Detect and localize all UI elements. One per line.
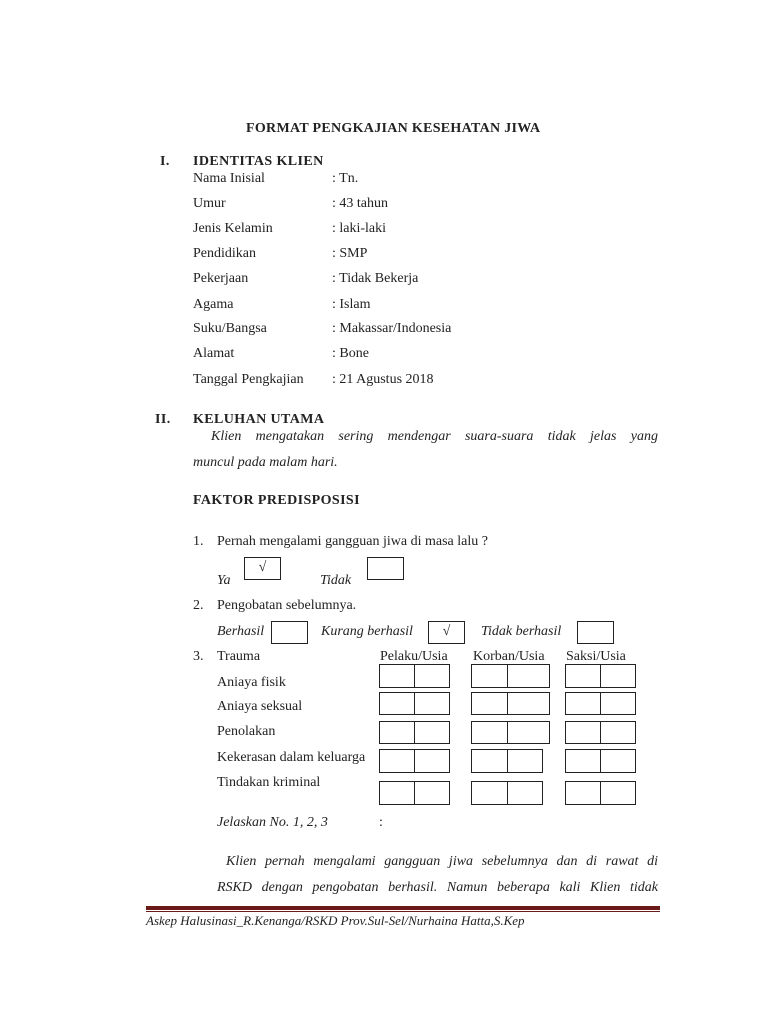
trauma-item-label: Kekerasan dalam keluarga: [217, 750, 366, 765]
page-title: FORMAT PENGKAJIAN KESEHATAN JIWA: [246, 121, 541, 136]
trauma-korban-usia-cell[interactable]: [507, 692, 550, 715]
trauma-pelaku-usia-cell[interactable]: [414, 721, 450, 744]
identity-value: : Bone: [332, 346, 369, 361]
option-ya-checkbox[interactable]: √: [244, 557, 281, 580]
trauma-korban-usia-cell[interactable]: [507, 721, 550, 744]
question-2-text: Pengobatan sebelumnya.: [217, 598, 357, 613]
jelaskan-colon: :: [379, 815, 383, 830]
trauma-item-label: Penolakan: [217, 724, 276, 739]
option-tidak-label: Tidak: [320, 573, 352, 588]
trauma-pelaku-cell[interactable]: [379, 664, 415, 688]
identity-value: : Tidak Bekerja: [332, 271, 419, 286]
column-pelaku-header: Pelaku/Usia: [380, 649, 448, 664]
option-tidak-berhasil-label: Tidak berhasil: [481, 624, 562, 639]
identity-value: : 43 tahun: [332, 196, 388, 211]
trauma-korban-usia-cell[interactable]: [507, 749, 543, 773]
trauma-saksi-cell[interactable]: [565, 664, 601, 688]
column-saksi-header: Saksi/Usia: [566, 649, 626, 664]
identity-label: Pendidikan: [193, 246, 256, 261]
trauma-korban-cell[interactable]: [471, 749, 508, 773]
trauma-korban-usia-cell[interactable]: [507, 781, 543, 805]
identity-value: : 21 Agustus 2018: [332, 372, 434, 387]
trauma-pelaku-cell[interactable]: [379, 749, 415, 773]
trauma-saksi-cell[interactable]: [565, 692, 601, 715]
section-2-number: II.: [155, 412, 171, 427]
trauma-saksi-usia-cell[interactable]: [600, 721, 636, 744]
question-1-text: Pernah mengalami gangguan jiwa di masa lalu ?: [217, 534, 488, 549]
option-tidak-checkbox[interactable]: [367, 557, 404, 580]
identity-label: Pekerjaan: [193, 271, 249, 286]
identity-value: : Tn.: [332, 171, 359, 186]
trauma-pelaku-usia-cell[interactable]: [414, 781, 450, 805]
explanation-line-2: RSKD dengan pengobatan berhasil. Namun beberapa kali Klien tidak: [217, 880, 658, 895]
identity-value: : Makassar/Indonesia: [332, 321, 452, 336]
faktor-heading: FAKTOR PREDISPOSISI: [193, 493, 360, 508]
column-korban-header: Korban/Usia: [473, 649, 545, 664]
question-3-number: 3.: [193, 649, 204, 664]
keluhan-line-2: muncul pada malam hari.: [193, 455, 338, 470]
trauma-korban-cell[interactable]: [471, 781, 508, 805]
trauma-pelaku-usia-cell[interactable]: [414, 664, 450, 688]
option-berhasil-label: Berhasil: [217, 624, 265, 639]
trauma-saksi-usia-cell[interactable]: [600, 664, 636, 688]
trauma-saksi-usia-cell[interactable]: [600, 692, 636, 715]
trauma-saksi-cell[interactable]: [565, 749, 601, 773]
identity-value: : Islam: [332, 297, 371, 312]
question-3-text: Trauma: [217, 649, 261, 664]
jelaskan-label: Jelaskan No. 1, 2, 3: [217, 815, 328, 830]
trauma-korban-cell[interactable]: [471, 692, 508, 715]
section-2-heading: KELUHAN UTAMA: [193, 412, 325, 427]
question-2-number: 2.: [193, 598, 204, 613]
trauma-pelaku-usia-cell[interactable]: [414, 692, 450, 715]
identity-label: Umur: [193, 196, 226, 211]
question-1-number: 1.: [193, 534, 204, 549]
trauma-item-label: Aniaya seksual: [217, 699, 303, 714]
footer-divider-thin: [146, 911, 660, 912]
trauma-saksi-cell[interactable]: [565, 781, 601, 805]
identity-value: : laki-laki: [332, 221, 387, 236]
option-kurang-berhasil-checkbox[interactable]: √: [428, 621, 465, 644]
trauma-korban-cell[interactable]: [471, 664, 508, 688]
trauma-pelaku-cell[interactable]: [379, 781, 415, 805]
trauma-pelaku-cell[interactable]: [379, 692, 415, 715]
trauma-item-label: Aniaya fisik: [217, 675, 286, 690]
trauma-pelaku-cell[interactable]: [379, 721, 415, 744]
identity-label: Suku/Bangsa: [193, 321, 267, 336]
identity-label: Agama: [193, 297, 234, 312]
trauma-pelaku-usia-cell[interactable]: [414, 749, 450, 773]
option-tidak-berhasil-checkbox[interactable]: [577, 621, 614, 644]
keluhan-line-1: Klien mengatakan sering mendengar suara-suara tidak jelas yang: [211, 429, 658, 444]
trauma-saksi-usia-cell[interactable]: [600, 749, 636, 773]
trauma-korban-usia-cell[interactable]: [507, 664, 550, 688]
trauma-item-label: Tindakan kriminal: [217, 775, 321, 790]
explanation-line-1: Klien pernah mengalami gangguan jiwa sebelumnya dan di rawat di: [226, 854, 658, 869]
identity-label: Jenis Kelamin: [193, 221, 273, 236]
trauma-saksi-usia-cell[interactable]: [600, 781, 636, 805]
section-1-number: I.: [160, 154, 170, 169]
identity-label: Nama Inisial: [193, 171, 265, 186]
option-ya-label: Ya: [217, 573, 231, 588]
section-1-heading: IDENTITAS KLIEN: [193, 154, 324, 169]
trauma-saksi-cell[interactable]: [565, 721, 601, 744]
identity-label: Tanggal Pengkajian: [193, 372, 304, 387]
trauma-korban-cell[interactable]: [471, 721, 508, 744]
identity-value: : SMP: [332, 246, 368, 261]
option-berhasil-checkbox[interactable]: [271, 621, 308, 644]
footer-divider: [146, 906, 660, 910]
option-kurang-berhasil-label: Kurang berhasil: [321, 624, 413, 639]
identity-label: Alamat: [193, 346, 235, 361]
footer-text: Askep Halusinasi_R.Kenanga/RSKD Prov.Sul-Sel/Nurhaina Hatta,S.Kep: [146, 913, 525, 928]
